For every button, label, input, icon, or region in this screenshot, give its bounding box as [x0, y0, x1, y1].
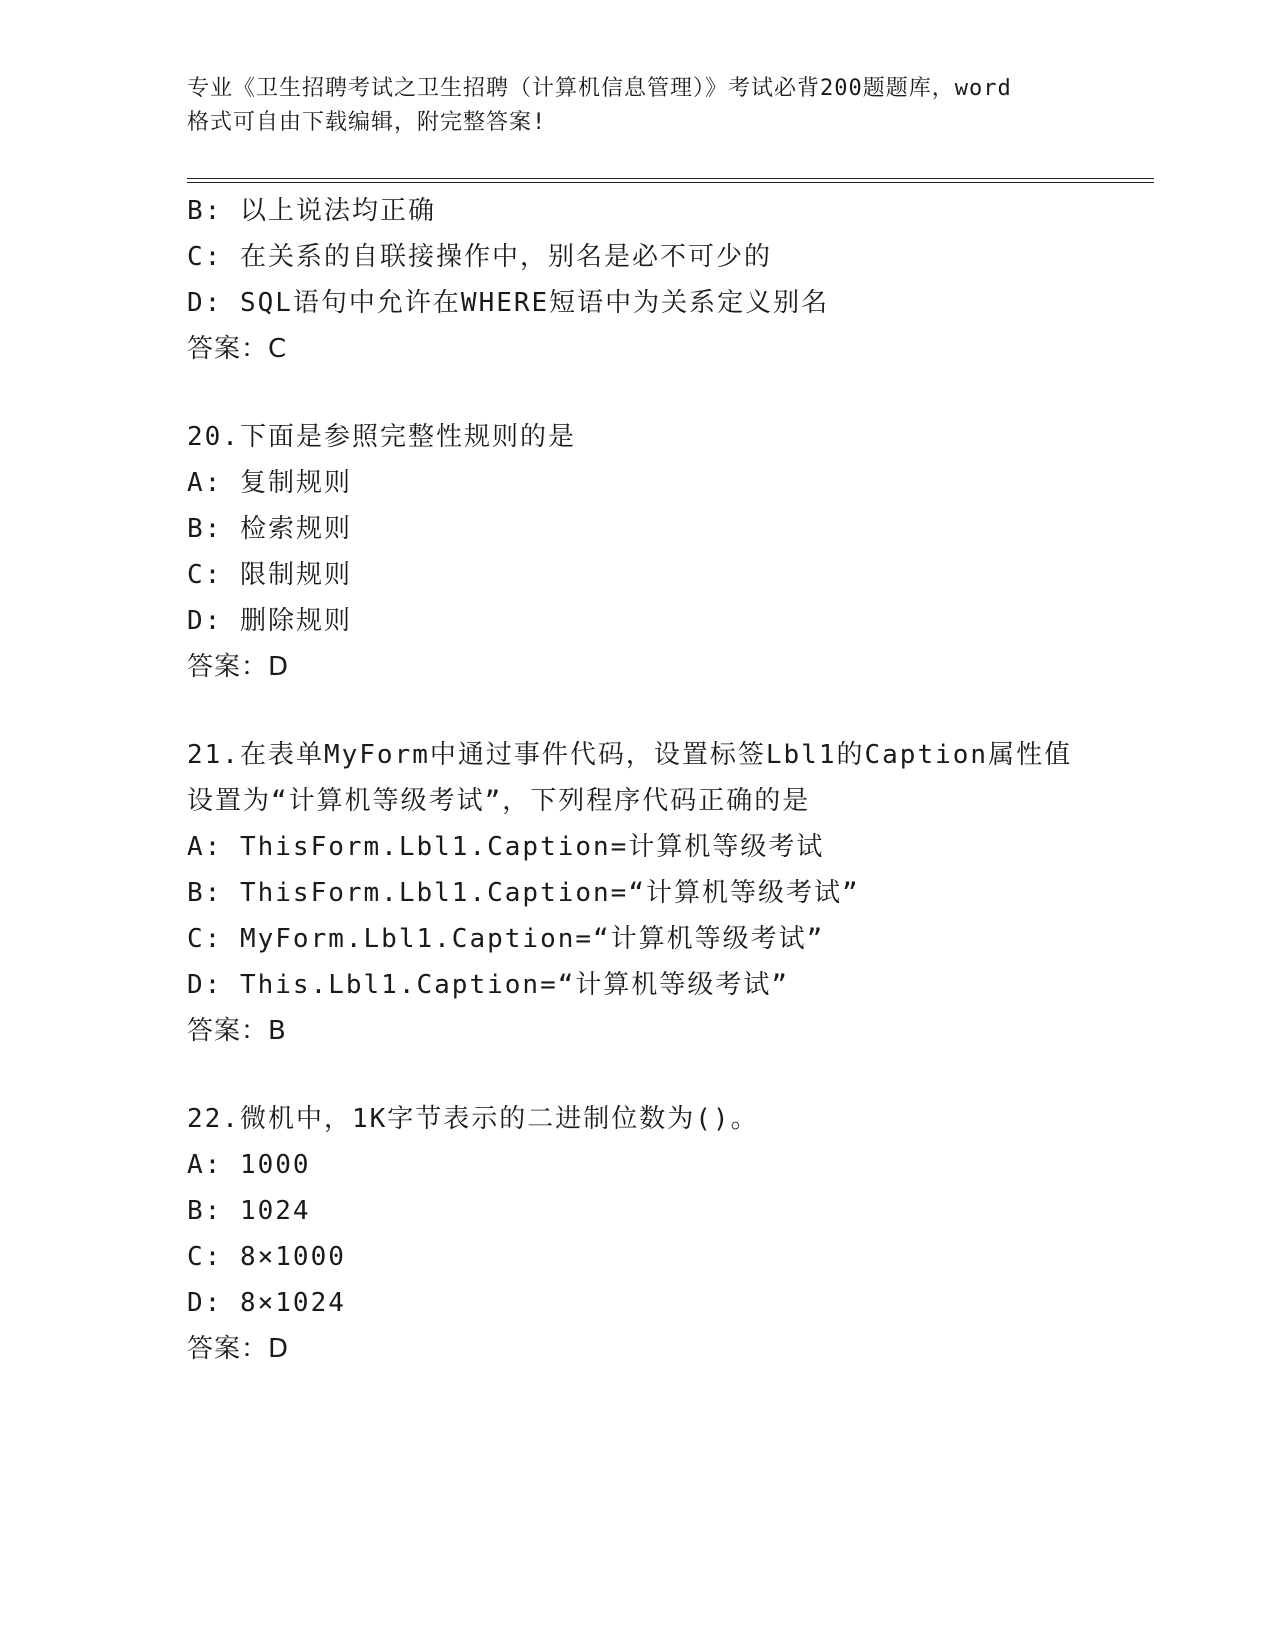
option-d: D: 8×1024: [187, 1288, 346, 1318]
option-b: B: 检索规则: [187, 514, 352, 544]
option-b: B: ThisForm.Lbl1.Caption=“计算机等级考试”: [187, 878, 860, 908]
question-text: 20.下面是参照完整性规则的是: [187, 422, 576, 452]
option-d: D: This.Lbl1.Caption=“计算机等级考试”: [187, 970, 790, 1000]
option-c: C: MyForm.Lbl1.Caption=“计算机等级考试”: [187, 924, 825, 954]
option-d: D: 删除规则: [187, 606, 352, 636]
header-title-line1: 专业《卫生招聘考试之卫生招聘（计算机信息管理）》考试必背200题题库，word: [187, 76, 1012, 101]
option-a: A: 复制规则: [187, 468, 352, 498]
option-a: A: 1000: [187, 1150, 311, 1180]
answer: 答案：D: [187, 1334, 290, 1364]
document-header: [187, 72, 1087, 140]
question-22: [187, 1096, 1087, 1372]
option-a: A: ThisForm.Lbl1.Caption=计算机等级考试: [187, 832, 825, 862]
question-text-line2: 设置为“计算机等级考试”，下列程序代码正确的是: [187, 786, 811, 816]
option-c: C: 在关系的自联接操作中，别名是必不可少的: [187, 242, 772, 272]
option-d: D: SQL语句中允许在WHERE短语中为关系定义别名: [187, 288, 830, 318]
option-c: C: 限制规则: [187, 560, 352, 590]
question-20: [187, 414, 1087, 690]
header-divider: [187, 178, 1154, 183]
option-b: B: 1024: [187, 1196, 311, 1226]
answer: 答案：D: [187, 652, 290, 682]
option-c: C: 8×1000: [187, 1242, 346, 1272]
question-text-line1: 21.在表单MyForm中通过事件代码，设置标签Lbl1的Caption属性值: [187, 740, 1073, 770]
answer: 答案：B: [187, 1016, 287, 1046]
header-title-line2: 格式可自由下载编辑，附完整答案!: [187, 110, 547, 135]
question-19: [187, 188, 1087, 372]
question-list: [187, 188, 1087, 1372]
question-21: [187, 732, 1087, 1054]
question-text: 22.微机中，1K字节表示的二进制位数为()。: [187, 1104, 759, 1134]
option-b: B: 以上说法均正确: [187, 196, 436, 226]
answer: 答案：C: [187, 334, 288, 364]
